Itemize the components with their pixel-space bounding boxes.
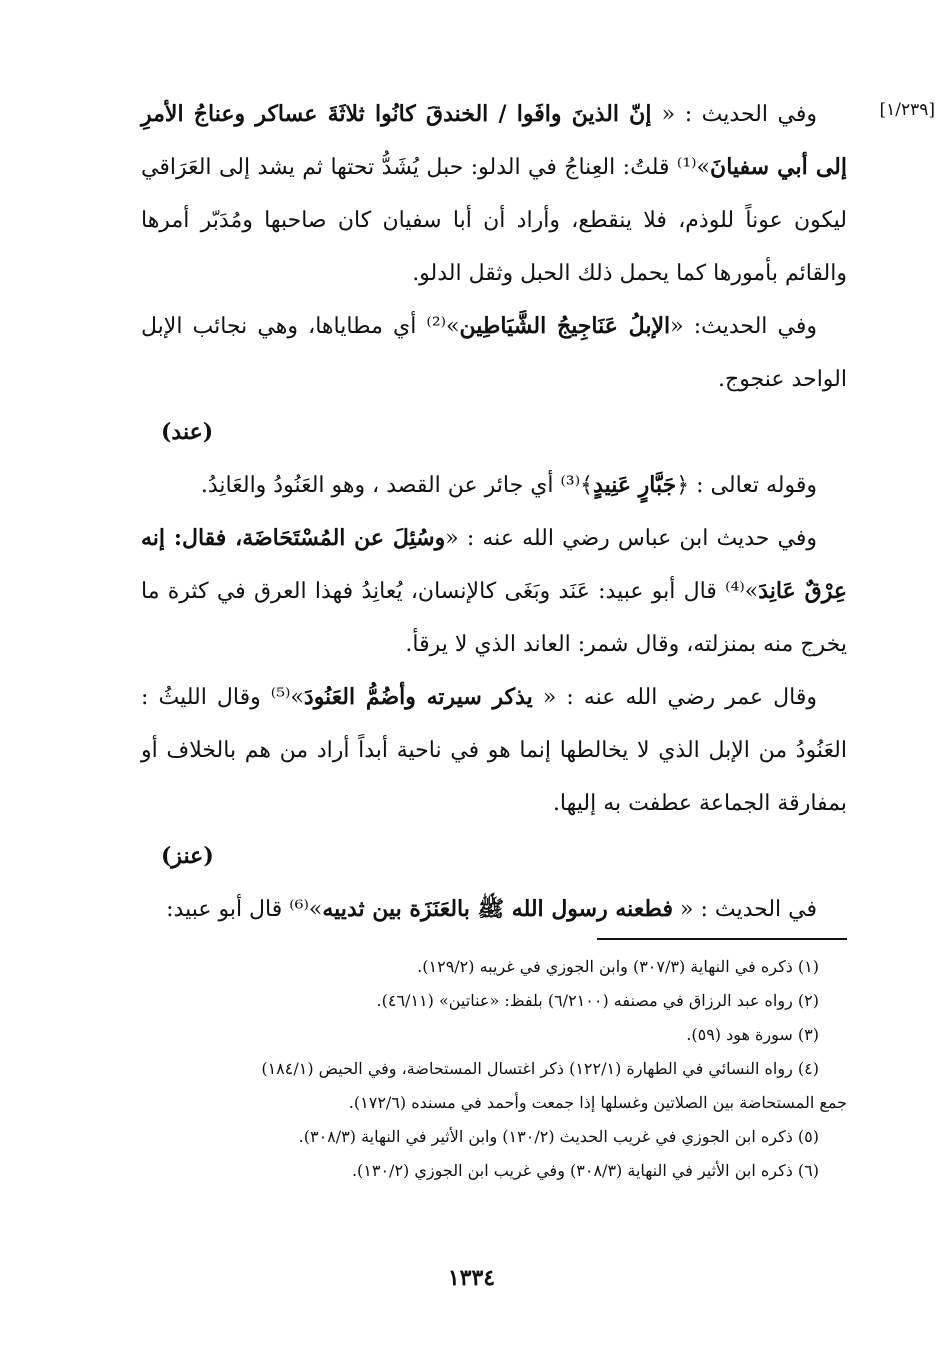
footnote: (٥) ذكره ابن الجوزي في غريب الحديث (١٣٠/٢) وابن الأثير في النهاية (٣٠٨/٣). [298,1127,819,1146]
text-run: وقال عمر رضي الله عنه : « [532,685,818,710]
hadith-quote: الإبلُ عَنَاجِيجُ الشَّيَاطِين [459,313,671,339]
text-run: وفي الحديث : « [661,102,817,127]
text-run: وفي الحديث: « [670,314,817,339]
footnote-divider [597,938,847,940]
text-run: وقوله تعالى : ﴿ [676,473,817,498]
hadith-quote: فطعنه رسول الله ﷺ بالعَنَزَة بين ثدييه [322,896,673,922]
hadith-quote: وسُئِلَ عن المُسْتَحَاضَة، فقال: إنه عِرْقٌ عَانِدَ [141,525,847,604]
paragraph [141,883,847,936]
paragraph [141,459,847,512]
text-run: »⁽⁶⁾ قال أبو عبيد: [166,897,323,922]
footnotes [141,950,847,1188]
footnote: (١) ذكره في النهاية (٣٠٧/٣) وابن الجوزي في غريبه (١٢٩/٢). [417,957,819,976]
paragraph [141,671,847,830]
footnote: (٣) سورة هود (٥٩). [686,1025,819,1044]
margin-reference: [١/٢٣٩] [879,100,935,120]
footnote-continuation: جمع المستحاضة بين الصلاتين وغسلها إذا جمعت وأحمد في مسنده (١٧٢/٦). [348,1093,847,1112]
text-run: في الحديث : « [673,897,817,922]
main-text [141,88,847,936]
paragraph [141,88,847,300]
text-run: »⁽¹⁾ قلتُ: العِناجُ في الدلو: حبل يُشَدُّ تحتها ثم يشد إلى العَرَاقي ليكون عوناً للوذم، فلا ينقطع، وأراد أن أبا سفيان كان صاحبها ومُدَبّر أمرها والقائم بأمورها كما يحمل ذلك الحبل وثقل الدلو. [141,155,847,286]
footnote: (٤) رواه النسائي في الطهارة (١٢٢/١) ذكر اغتسال المستحاضة، وفي الحيض (١٨٤/١) [261,1059,819,1078]
paragraph [141,300,847,406]
footnote: (٢) رواه عبد الرزاق في مصنفه (٦/٢١٠٠) بلفظ: «عناتين» (٤٦/١١). [376,991,819,1010]
quran-quote: جَبَّارٍ عَنِيدٍ [593,472,677,498]
text-run: »⁽⁴⁾ قال أبو عبيد: عَنَد وبَغَى كالإنسان، يُعانِدُ فهذا العرق في كثرة ما يخرج منه بمنزلته، وقال شمر: العاند الذي لا يرقأ. [141,579,847,657]
paragraph [141,512,847,671]
entry-heading: (عند) [161,419,214,445]
hadith-quote: يذكر سيرته وأضُمُّ العَنُودَ [303,684,533,710]
text-run: »⁽²⁾ أي مطاياها، وهي نجائب الإبل الواحد عنجوج. [141,314,847,392]
text-run: وفي حديث ابن عباس رضي الله عنه : « [445,526,817,551]
text-run: »⁽⁵⁾ وقال الليثُ : العَنُودُ من الإبل الذي لا يخالطها إنما هو في ناحية أبداً أراد من هم بالخلاف أو بمفارقة الجماعة عطفت به إليها. [141,685,847,816]
entry-heading: (عنز) [161,843,214,869]
footnote: (٦) ذكره ابن الأثير في النهاية (٣٠٨/٣) وفي غريب ابن الجوزي (١٣٠/٢). [351,1161,819,1180]
text-run: ﴾⁽³⁾ أي جائر عن القصد ، وهو العَنُودُ والعَانِدُ. [200,473,594,498]
page-number: ١٣٣٤ [447,1265,496,1291]
hadith-quote: إنّ الذينَ وافَوا / الخندقَ كانُوا ثلاثَةَ عساكر وعناجُ الأمرِ إلى أبي سفيانَ [141,101,848,180]
